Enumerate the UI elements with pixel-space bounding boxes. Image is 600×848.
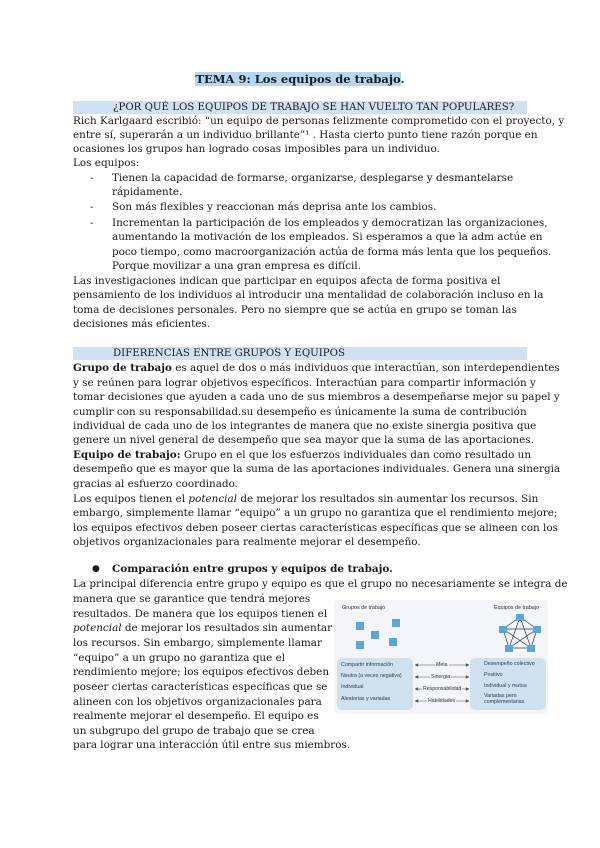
paragraph-line: gracias al esfuerzo coordinado. bbox=[73, 478, 238, 490]
group-attribute: Neutra (a veces negativa) bbox=[341, 673, 402, 679]
paragraph-line: manera que se garantice que tendrá mejores bbox=[73, 593, 311, 605]
team-attribute: Variadas pero complementarias bbox=[484, 693, 525, 705]
paragraph-line: entre sí, superarán a un individuo brillante”¹ . Hasta cierto punto tiene razón porque en bbox=[73, 129, 538, 141]
group-attribute: Compartir información bbox=[341, 662, 394, 668]
paragraph-line: ocasiones los grupos han logrado cosas imposibles para un individuo. bbox=[73, 143, 440, 155]
bullet-line: aumentando la motivación de los empleados. Si esperamos a que la adm actúe en bbox=[112, 231, 543, 243]
dash-bullet: - bbox=[90, 217, 94, 229]
paragraph-line: poseer ciertas características específicas que se bbox=[73, 681, 328, 693]
paragraph-line: La principal diferencia entre grupo y equipo es que el grupo no necesariamente se integra de bbox=[73, 578, 568, 590]
document-title: TEMA 9: Los equipos de trabajo. bbox=[195, 72, 405, 86]
paragraph-line: alineen con los objetivos organizacionales para bbox=[73, 696, 322, 708]
bullet-line: poco tiempo, como macroorganización actúa de forma más lenta que los pequeños. bbox=[112, 246, 552, 258]
bullet-line: Porque movilizar a una gran empresa es difícil. bbox=[112, 260, 361, 272]
group-member-node bbox=[392, 619, 400, 627]
paragraph-line: cumplir con su responsabilidad.su desempeño es únicamente la suma de contribución bbox=[73, 406, 527, 418]
comparison-label-habilidades: Habilidades bbox=[428, 698, 456, 704]
paragraph-line: Las investigaciones indican que participar en equipos afecta de forma positiva el bbox=[73, 275, 501, 287]
potencial-inline-line: potencial de mejorar los resultados sin aumentar bbox=[73, 622, 333, 634]
section-header-differences: DIFERENCIAS ENTRE GRUPOS Y EQUIPOS bbox=[73, 347, 527, 360]
paragraph-line: toma de decisiones personales. Pero no siempre que se actúa en grupo se toman las bbox=[73, 304, 517, 316]
paragraph-line: individual de cada uno de los integrantes de manera que no existe sinergia positiva que bbox=[73, 420, 537, 432]
section-header-popularity: ¿POR QUÉ LOS EQUIPOS DE TRABAJO SE HAN VUELTO TAN POPULARES? bbox=[73, 101, 527, 114]
paragraph-line: rendimiento mejore; los equipos efectivos deben bbox=[73, 666, 330, 678]
comparison-label-meta: Meta bbox=[436, 662, 448, 668]
paragraph-line: desempeño que es mayor que la suma de las aportaciones individuales. Genera una sinergia bbox=[73, 463, 561, 475]
paragraph-line: genere un nivel general de desempeño que sea mayor que la suma de las aportaciones. bbox=[73, 434, 534, 446]
comparison-heading: Comparación entre grupos y equipos de trabajo. bbox=[112, 563, 393, 575]
comparison-label-responsabilidad: Responsabilidad bbox=[423, 686, 462, 692]
paragraph-line: embargo, simplemente llamar “equipo” a un grupo no garantiza que el rendimiento mejore; bbox=[73, 507, 558, 519]
paragraph-line: tomar decisiones que ayuden a cada uno de sus miembros a desempeñarse mejor su papel y bbox=[73, 391, 560, 403]
group-member-node bbox=[371, 631, 379, 639]
group-member-node bbox=[356, 622, 364, 630]
groups-attributes-box bbox=[337, 658, 413, 710]
team-network-graphic bbox=[498, 614, 542, 652]
paragraph-line: resultados. De manera que los equipos tienen el bbox=[73, 608, 328, 620]
groups-vs-teams-diagram bbox=[334, 600, 548, 714]
paragraph-line: un subgrupo del grupo de trabajo que se crea bbox=[73, 725, 315, 737]
team-attribute: Desempeño colectivo bbox=[484, 661, 535, 667]
diagram-right-title: Equipos de trabajo bbox=[494, 605, 539, 611]
round-bullet: ● bbox=[92, 564, 100, 574]
group-attribute: Individual bbox=[341, 684, 364, 690]
los-equipos-label: Los equipos: bbox=[73, 157, 140, 169]
potencial-line: Los equipos tienen el potencial de mejorar los resultados sin aumentar los recursos. Sin bbox=[73, 493, 539, 505]
bullet-line: Son más flexibles y reaccionan más deprisa ante los cambios. bbox=[112, 201, 437, 213]
paragraph-line: y se reúnen para lograr objetivos específicos. Interactúan para compartir información y bbox=[73, 377, 536, 389]
bullet-line: rápidamente. bbox=[112, 186, 183, 198]
paragraph-line: los equipos efectivos deben poseer ciertas características específicas que se alineen con los bbox=[73, 522, 558, 534]
paragraph-line: pensamiento de los individuos al introducir una mentalidad de colaboración incluso en la bbox=[73, 289, 544, 301]
teams-attributes-box bbox=[470, 658, 546, 710]
group-member-node bbox=[356, 641, 364, 649]
comparison-label-sinergia: Sinergia bbox=[431, 674, 451, 680]
grupo-definition-line: Grupo de trabajo es aquel de dos o más individuos que interactúan, son interdependientes bbox=[73, 362, 560, 374]
dash-bullet: - bbox=[90, 201, 94, 213]
paragraph-line: Rich Karlgaard escribió: “un equipo de personas felizmente comprometido con el proyecto, y bbox=[73, 115, 565, 127]
team-attribute: Individual y mutua bbox=[484, 683, 527, 689]
team-attribute: Positivo bbox=[484, 672, 503, 678]
bullet-line: Tienen la capacidad de formarse, organizarse, desplegarse y desmantelarse bbox=[112, 172, 514, 184]
equipo-definition-line: Equipo de trabajo: Grupo en el que los esfuerzos individuales dan como resultado un bbox=[73, 449, 532, 461]
group-member-node bbox=[389, 638, 397, 646]
paragraph-line: objetivos organizacionales para realmente mejorar el desempeño. bbox=[73, 536, 421, 548]
diagram-left-title: Grupos de trabajo bbox=[342, 605, 386, 611]
paragraph-line: “equipo” a un grupo no garantiza que el bbox=[73, 652, 286, 664]
dash-bullet: - bbox=[90, 172, 94, 184]
bullet-line: Incrementan la participación de los empleados y democratizan las organizaciones, bbox=[112, 217, 548, 229]
paragraph-line: los recursos. Sin embargo, simplemente llamar bbox=[73, 637, 322, 649]
paragraph-line: decisiones más eficientes. bbox=[73, 318, 211, 330]
paragraph-line: realmente mejorar el desempeño. El equipo es bbox=[73, 710, 319, 722]
paragraph-line: para lograr una interacción útil entre sus miembros. bbox=[73, 739, 351, 751]
group-attribute: Aleatorias y variadas bbox=[341, 696, 391, 702]
